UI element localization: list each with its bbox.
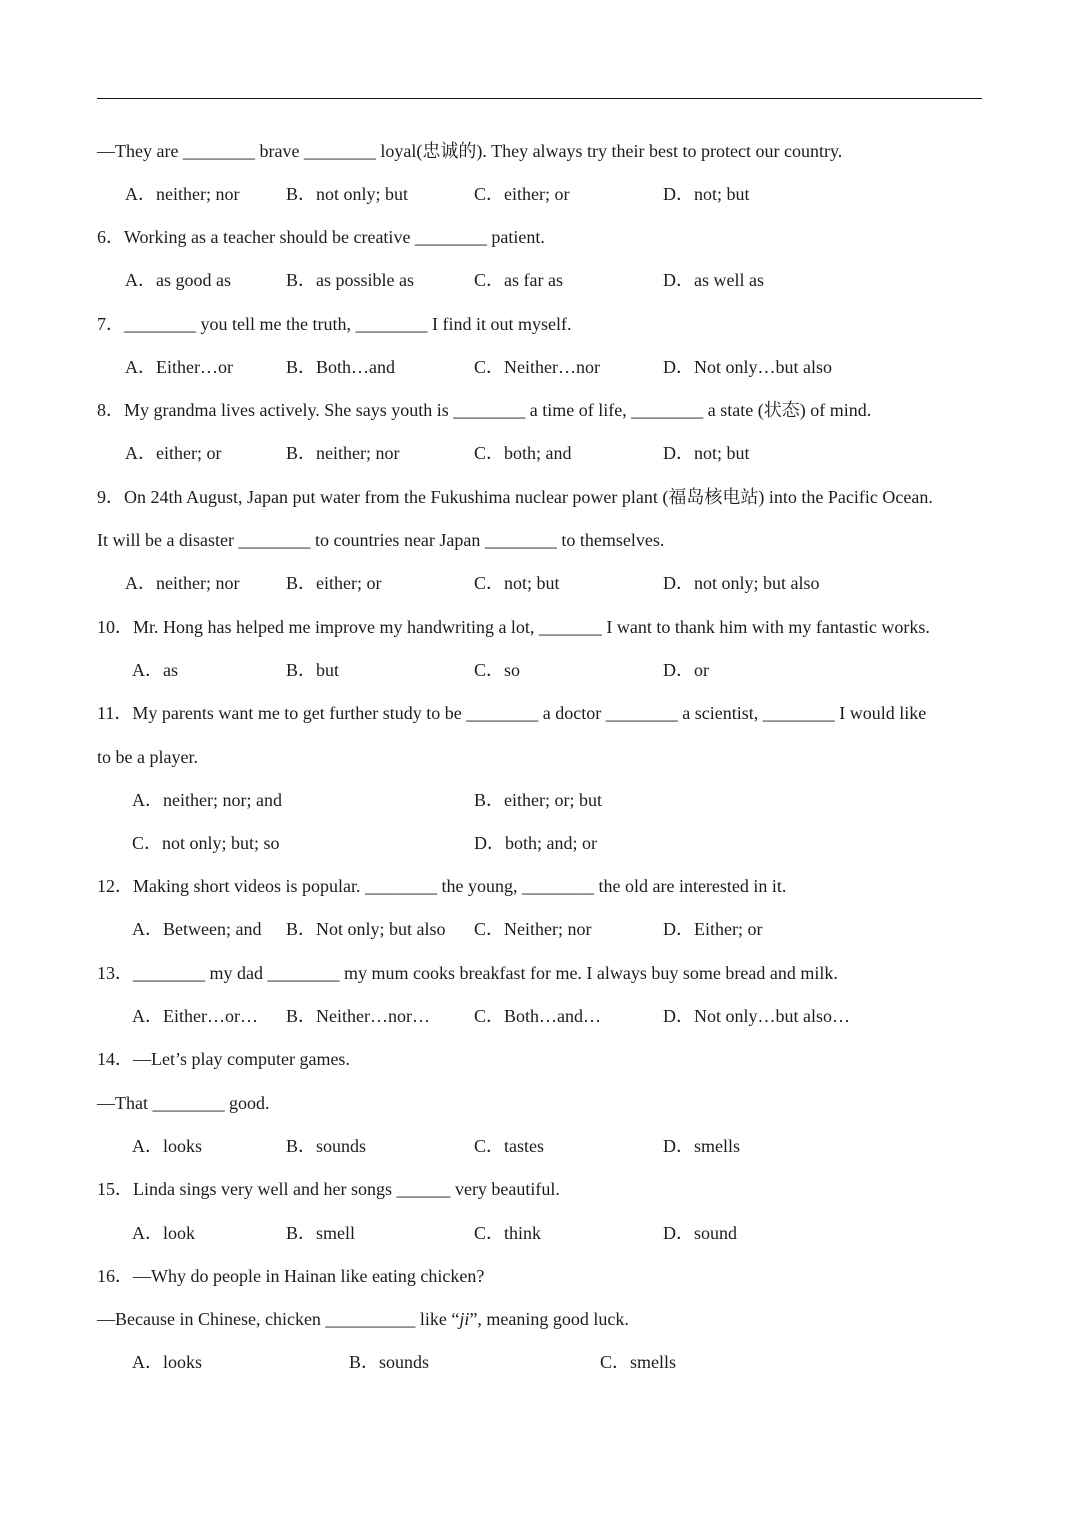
option-a: A．Between; and <box>132 919 262 939</box>
italic-term: ji <box>459 1309 470 1329</box>
option-a: A．neither; nor; and <box>132 790 282 810</box>
option-d: D．not; but <box>663 184 750 204</box>
question-number: 9． <box>97 487 124 507</box>
option-c: C．both; and <box>474 443 572 463</box>
option-b: B．sounds <box>349 1352 430 1372</box>
option-d: D．sound <box>663 1223 738 1243</box>
question-stem-continued: It will be a disaster ________ to countries near Japan ________ to themselves. <box>97 530 665 550</box>
question-stem: 7．________ you tell me the truth, ________ I find it out myself. <box>97 314 572 334</box>
question-number: 13． <box>97 963 133 983</box>
option-b: B．Not only; but also <box>286 919 446 939</box>
question-stem: 12．Making short videos is popular. ________ the young, ________ the old are interested in it. <box>97 876 787 896</box>
question-stem: 13．________ my dad ________ my mum cooks breakfast for me. I always buy some bread and milk. <box>97 963 838 983</box>
question-stem: —They are ________ brave ________ loyal(忠诚的). They always try their best to protect our country. <box>97 141 843 161</box>
option-c: C．not; but <box>474 573 560 593</box>
question-stem-continued: to be a player. <box>97 747 198 767</box>
option-c: C．tastes <box>474 1136 544 1156</box>
question-number: 11． <box>97 703 133 723</box>
option-c: C．smells <box>600 1352 677 1372</box>
option-b: B．but <box>286 660 340 680</box>
options-row <box>0 356 1080 378</box>
option-d: D．as well as <box>663 270 764 290</box>
option-b: B．Both…and <box>286 357 396 377</box>
option-b: B．either; or; but <box>474 790 602 810</box>
option-d: D．not only; but also <box>663 573 820 593</box>
options-row <box>0 1351 1080 1373</box>
question-stem: 10．Mr. Hong has helped me improve my handwriting a lot, _______ I want to thank him with my fantastic works. <box>97 617 930 637</box>
question-stem: 6．Working as a teacher should be creative ________ patient. <box>97 227 545 247</box>
option-a: A．Either…or <box>125 357 233 377</box>
option-b: B．Neither…nor… <box>286 1006 430 1026</box>
question-number: 6． <box>97 227 124 247</box>
option-c: C．Both…and… <box>474 1006 602 1026</box>
option-a: A．Either…or… <box>132 1006 258 1026</box>
options-row <box>0 183 1080 205</box>
option-a: A．looks <box>132 1136 203 1156</box>
options-row <box>0 832 1080 854</box>
option-a: A．as <box>132 660 178 680</box>
options-row <box>0 1222 1080 1244</box>
option-a: A．neither; nor <box>125 573 240 593</box>
option-a: A．either; or <box>125 443 222 463</box>
question-stem: 9．On 24th August, Japan put water from the Fukushima nuclear power plant (福岛核电站) into the Pacific Ocean. <box>97 487 933 507</box>
option-b: B．as possible as <box>286 270 414 290</box>
question-stem: 15．Linda sings very well and her songs ______ very beautiful. <box>97 1179 560 1199</box>
question-stem: 8．My grandma lives actively. She says youth is ________ a time of life, ________ a state (状态) of mind. <box>97 400 872 420</box>
option-d: D．Not only…but also <box>663 357 832 377</box>
question-number: 7． <box>97 314 124 334</box>
option-c: C．think <box>474 1223 542 1243</box>
option-a: A．look <box>132 1223 195 1243</box>
option-d: D．both; and; or <box>474 833 597 853</box>
option-d: D．Either; or <box>663 919 763 939</box>
options-row <box>0 1135 1080 1157</box>
option-b: B．either; or <box>286 573 382 593</box>
question-stem-continued: —That ________ good. <box>97 1093 270 1113</box>
option-c: C．so <box>474 660 521 680</box>
option-b: B．smell <box>286 1223 356 1243</box>
option-d: D．Not only…but also… <box>663 1006 850 1026</box>
option-c: C．as far as <box>474 270 563 290</box>
option-b: B．neither; nor <box>286 443 400 463</box>
header-rule <box>97 98 982 99</box>
options-row <box>0 442 1080 464</box>
options-row <box>0 659 1080 681</box>
options-row <box>0 269 1080 291</box>
option-c: C．Neither; nor <box>474 919 592 939</box>
option-c: C．Neither…nor <box>474 357 600 377</box>
question-number: 12． <box>97 876 133 896</box>
question-number: 14． <box>97 1049 133 1069</box>
option-c: C．not only; but; so <box>132 833 280 853</box>
option-b: B．not only; but <box>286 184 409 204</box>
option-a: A．looks <box>132 1352 203 1372</box>
question-stem-continued: —Because in Chinese, chicken __________ like “ji”, meaning good luck. <box>97 1309 629 1329</box>
options-row <box>0 1005 1080 1027</box>
option-d: D．or <box>663 660 709 680</box>
options-row <box>0 789 1080 811</box>
question-number: 15． <box>97 1179 133 1199</box>
option-d: D．smells <box>663 1136 741 1156</box>
options-row <box>0 918 1080 940</box>
option-d: D．not; but <box>663 443 750 463</box>
options-row <box>0 572 1080 594</box>
question-stem: 16．—Why do people in Hainan like eating chicken? <box>97 1266 485 1286</box>
option-b: B．sounds <box>286 1136 367 1156</box>
question-number: 16． <box>97 1266 133 1286</box>
question-stem: 11．My parents want me to get further study to be ________ a doctor ________ a scientist, ________ I would like <box>97 703 927 723</box>
option-a: A．as good as <box>125 270 231 290</box>
question-stem: 14．—Let’s play computer games. <box>97 1049 350 1069</box>
option-a: A．neither; nor <box>125 184 240 204</box>
option-c: C．either; or <box>474 184 570 204</box>
question-number: 8． <box>97 400 124 420</box>
question-number: 10． <box>97 617 133 637</box>
